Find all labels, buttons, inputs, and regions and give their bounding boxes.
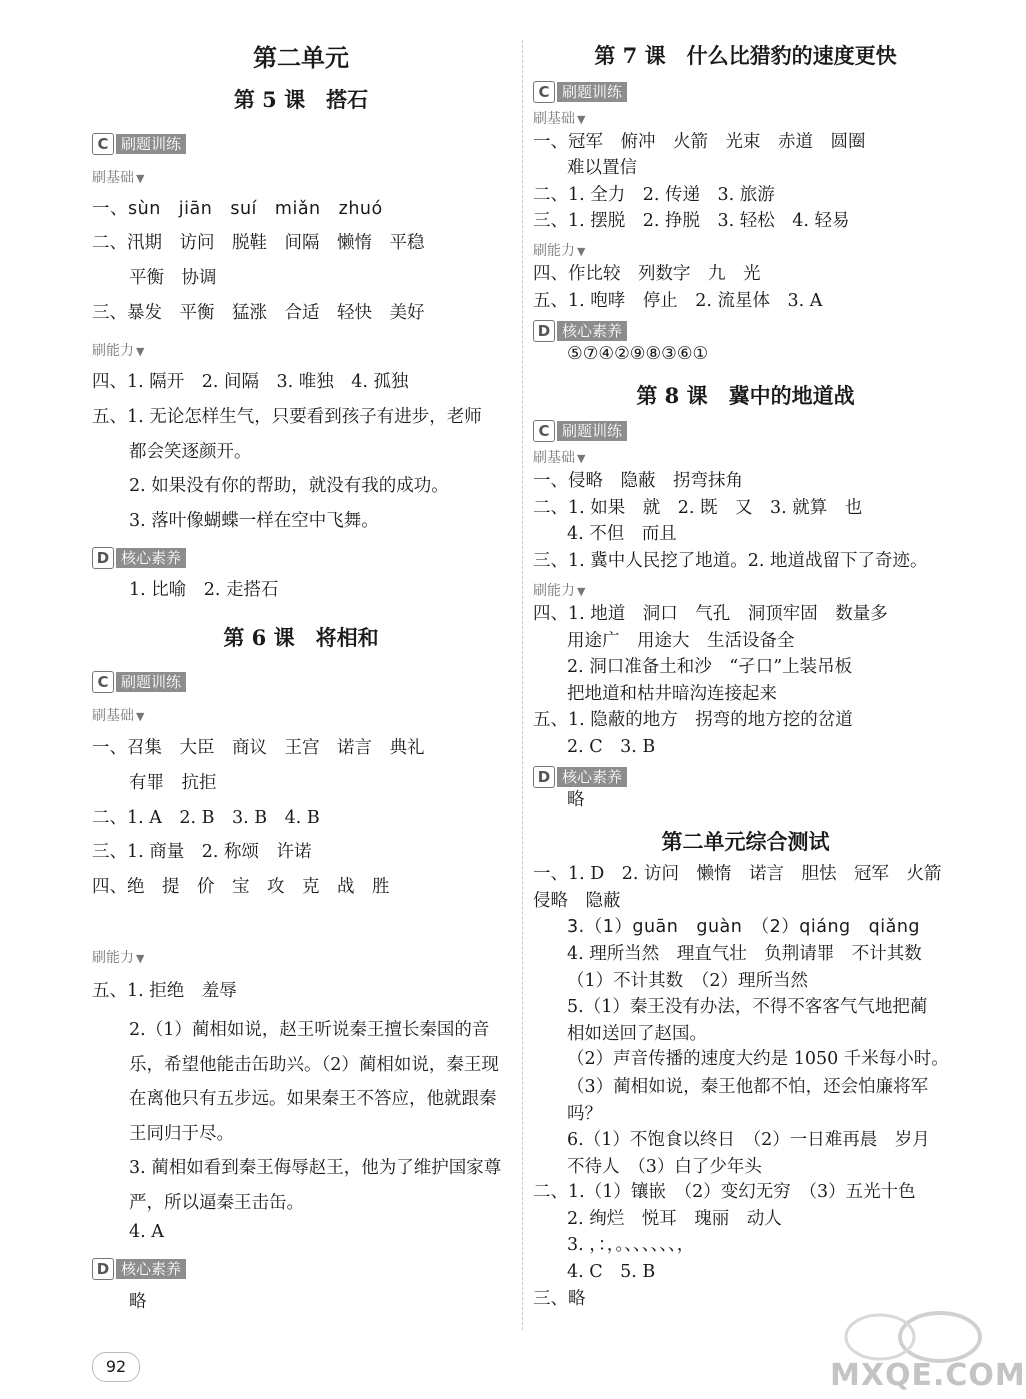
answer-line: ⑤⑦④②⑨⑧③⑥① [567,344,709,364]
answer-line: 3. ，：，。、、、、、、， [567,1235,695,1255]
answer-line: 略 [129,1292,147,1312]
answer-line: 三、略 [533,1289,586,1309]
answer-line: 2. 洞口准备土和沙 “孑口”上装吊板 [567,657,853,677]
answer-line: 2. C 3. B [567,737,656,757]
triangle-down-icon: ▼ [577,245,586,258]
answer-line: 4. C 5. B [567,1262,656,1282]
answer-line: 难以置信 [567,158,637,178]
triangle-down-icon: ▼ [136,710,145,723]
answer-line: 一、冠军 俯冲 火箭 光束 赤道 圆圈 [533,132,866,152]
lesson6-title: 第 6 课 将相和 [223,625,379,650]
answer-line: 二、汛期 访问 脱鞋 间隔 懒惰 平稳 [92,233,425,253]
sub-tag-ability: 刷能力 ▼ [533,243,586,259]
triangle-down-icon: ▼ [136,172,145,185]
answer-line: 3.（1）guān guàn （2）qiáng qiǎng [567,917,921,937]
answer-line: 二、1. 如果 就 2. 既 又 3. 就算 也 [533,498,863,518]
lesson5-title: 第 5 课 搭石 [233,87,369,112]
answer-line: 五、1. 隐蔽的地方 拐弯的地方挖的岔道 [533,710,853,730]
answer-paragraph: 6.（1）不饱食以终日 （2）一日难再晨 岁月不待人 （3）白了少年头 [567,1130,930,1177]
answer-line: 五、1. 拒绝 羞辱 [92,981,237,1001]
tag-d-core: D 核心素养 [92,1258,186,1280]
watermark-text: MXQE.COM [830,1358,1026,1393]
tag-d-core: D 核心素养 [533,766,627,788]
c-badge-icon: C [92,671,114,693]
answer-line: 略 [567,790,585,810]
triangle-down-icon: ▼ [136,952,145,965]
c-badge-icon: C [92,133,114,155]
answer-line: （2）声音传播的速度大约是 1050 千米每小时。 [567,1049,949,1069]
answer-line: 一、sùn jiān suí miǎn zhuó [92,199,383,219]
triangle-down-icon: ▼ [577,452,586,465]
triangle-down-icon: ▼ [577,585,586,598]
d-badge-icon: D [92,1258,114,1280]
sub-tag-basic: 刷基础 ▼ [533,111,586,127]
answer-line: 三、暴发 平衡 猛涨 合适 轻快 美好 [92,303,425,323]
answer-paragraph: 4. 理所当然 理直气壮 负荆请罪 不计其数 （1）不计其数 （2）理所当然 [567,944,940,991]
lesson8-title: 第 8 课 冀中的地道战 [636,383,855,408]
answer-line: 一、侵略 隐蔽 拐弯抹角 [533,471,743,491]
sub-tag-basic: 刷基础 ▼ [92,708,145,724]
sub-tag-ability: 刷能力 ▼ [533,583,586,599]
answer-line: 二、1. 全力 2. 传递 3. 旅游 [533,185,775,205]
answer-line: 2. 如果没有你的帮助，就没有我的成功。 [129,476,449,496]
tag-c-training: C 刷题训练 [92,133,186,155]
answer-line: 四、绝 提 价 宝 攻 克 战 胜 [92,877,390,897]
answer-paragraph: （3）蔺相如说，秦王他都不怕，还会怕廉将军吗？ [567,1077,929,1124]
answer-line: 用途广 用途大 生活设备全 [567,631,795,651]
answer-line: 二、1. A 2. B 3. B 4. B [92,808,320,828]
answer-line: 4. 不但 而且 [567,524,677,544]
sub-tag-ability: 刷能力 ▼ [92,950,145,966]
answer-line: 平衡 协调 [129,268,217,288]
lesson7-title: 第 7 课 什么比猎豹的速度更快 [594,43,897,68]
tag-d-core: D 核心素养 [533,320,627,342]
answer-line: 四、1. 隔开 2. 间隔 3. 唯独 4. 孤独 [92,372,409,392]
answer-line: 有罪 抗拒 [129,773,217,793]
answer-line: 五、1. 咆哮 停止 2. 流星体 3. A [533,291,823,311]
sub-tag-basic: 刷基础 ▼ [533,450,586,466]
answer-line: 1. 比喻 2. 走搭石 [129,580,279,600]
sub-tag-basic: 刷基础 ▼ [92,170,145,186]
sub-tag-ability: 刷能力 ▼ [92,343,145,359]
tag-c-training: C 刷题训练 [92,671,186,693]
answer-line: 一、召集 大臣 商议 王宫 诺言 典礼 [92,738,425,758]
answer-paragraph: 一、1. D 2. 访问 懒惰 诺言 胆怯 冠军 火箭 侵略 隐蔽 [533,864,960,911]
answer-line: 五、1. 无论怎样生气，只要看到孩子有进步，老师 [92,407,482,427]
triangle-down-icon: ▼ [136,345,145,358]
answer-paragraph: 5.（1）秦王没有办法，不得不客客气气地把蔺相如送回了赵国。 [567,997,928,1044]
d-badge-icon: D [533,766,555,788]
answer-paragraph: 2.（1）蔺相如说，赵王听说秦王擅长秦国的音乐，希望他能击缶助兴。（2）蔺相如说，秦王现在离他只有五步远。如果秦王不答应，他就跟秦王同归于尽。 [129,1020,499,1144]
answer-line: 把地道和枯井暗沟连接起来 [567,684,777,704]
answer-line: 四、作比较 列数字 九 光 [533,264,761,284]
test-title: 第二单元综合测试 [661,829,830,854]
page-number: 92 [92,1352,140,1382]
answer-line: 2. 绚烂 悦耳 瑰丽 动人 [567,1209,782,1229]
d-badge-icon: D [533,320,555,342]
answer-line: 3. 落叶像蝴蝶一样在空中飞舞。 [129,511,379,531]
c-badge-icon: C [533,420,555,442]
tag-d-core: D 核心素养 [92,547,186,569]
d-badge-icon: D [92,547,114,569]
answer-line: 都会笑逐颜开。 [129,442,252,462]
answer-line: 三、1. 冀中人民挖了地道。2. 地道战留下了奇迹。 [533,551,928,571]
answer-line: 三、1. 摆脱 2. 挣脱 3. 轻松 4. 轻易 [533,211,850,231]
answer-paragraph: 3. 蔺相如看到秦王侮辱赵王，他为了维护国家尊严，所以逼秦王击缶。 [129,1158,502,1213]
answer-line: 四、1. 地道 洞口 气孔 洞顶牢固 数量多 [533,604,888,624]
unit-title: 第二单元 [253,43,349,72]
tag-c-training: C 刷题训练 [533,420,627,442]
answer-line: 三、1. 商量 2. 称颂 许诺 [92,842,312,862]
c-badge-icon: C [533,81,555,103]
triangle-down-icon: ▼ [577,113,586,126]
answer-line: 4. A [129,1222,164,1242]
column-divider [522,40,523,1330]
tag-c-training: C 刷题训练 [533,81,627,103]
answer-line: 二、1.（1）镶嵌 （2）变幻无穷 （3）五光十色 [533,1182,916,1202]
